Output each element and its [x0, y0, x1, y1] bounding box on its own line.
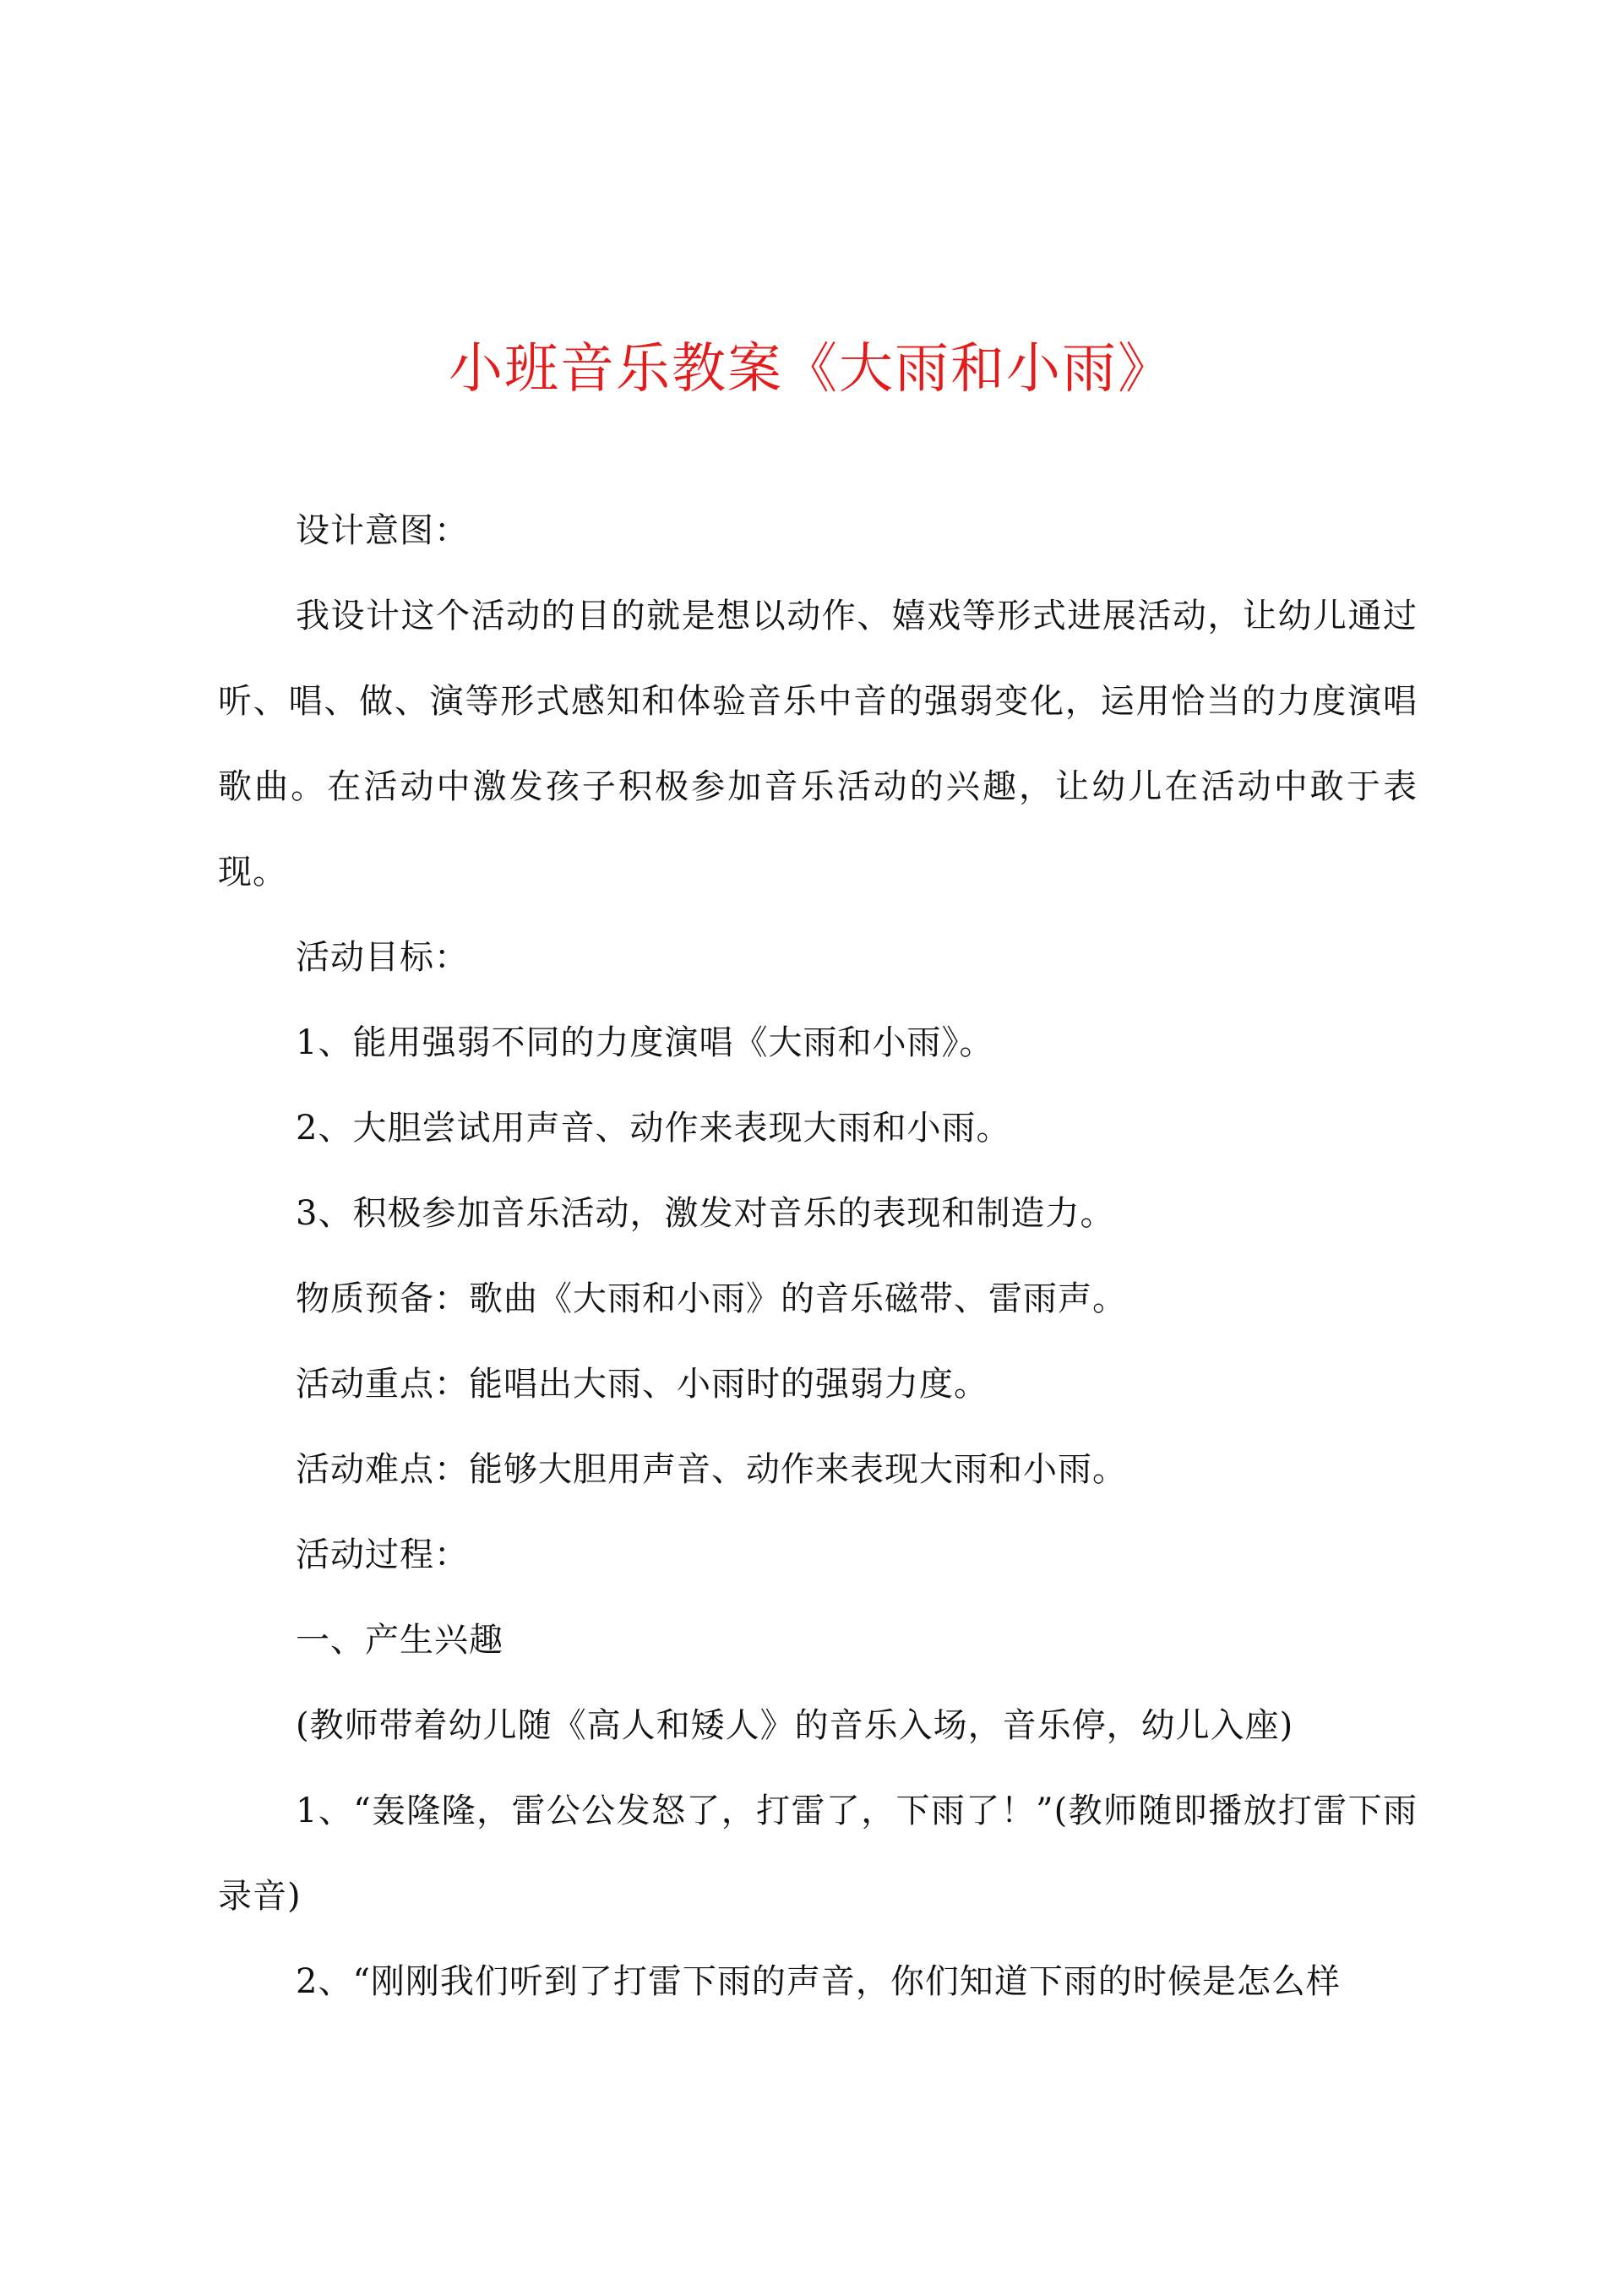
- paragraph-step-1: 1、“轰隆隆，雷公公发怒了，打雷了，下雨了！”(教师随即播放打雷下雨录音): [218, 1792, 1418, 1916]
- paragraph-goals-heading: 活动目标：: [296, 938, 469, 977]
- paragraph-design-intent: 我设计这个活动的目的就是想以动作、嬉戏等形式进展活动，让幼儿通过听、唱、做、演等形式感知和体验音乐中音的强弱变化，运用恰当的力度演唱歌曲。在活动中激发孩子积极参加音乐活动的兴趣，让幼儿在活动中敢于表现。: [218, 597, 1418, 892]
- paragraph-process-heading: 活动过程：: [296, 1535, 469, 1574]
- paragraph-materials: 物质预备：歌曲《大雨和小雨》的音乐磁带、雷雨声。: [296, 1279, 1127, 1318]
- document-title: 小班音乐教案《大雨和小雨》: [449, 338, 1173, 401]
- paragraph-goal-1: 1、能用强弱不同的力度演唱《大雨和小雨》。: [296, 1023, 994, 1062]
- paragraph-difficulty: 活动难点：能够大胆用声音、动作来表现大雨和小雨。: [296, 1450, 1127, 1489]
- paragraph-key-point: 活动重点：能唱出大雨、小雨时的强弱力度。: [296, 1365, 988, 1404]
- paragraph-step-2: 2、“刚刚我们听到了打雷下雨的声音，你们知道下雨的时候是怎么样: [296, 1962, 1341, 2001]
- document-body: [218, 488, 1418, 2025]
- paragraph-section-1-heading: 一、产生兴趣: [296, 1621, 503, 1660]
- paragraph-design-intent-heading: 设计意图：: [296, 511, 469, 550]
- paragraph-goal-3: 3、积极参加音乐活动，激发对音乐的表现和制造力。: [296, 1194, 1115, 1233]
- paragraph-section-1-note: (教师带着幼儿随《高人和矮人》的音乐入场，音乐停，幼儿入座): [296, 1706, 1294, 1745]
- paragraph-goal-2: 2、大胆尝试用声音、动作来表现大雨和小雨。: [296, 1109, 1011, 1148]
